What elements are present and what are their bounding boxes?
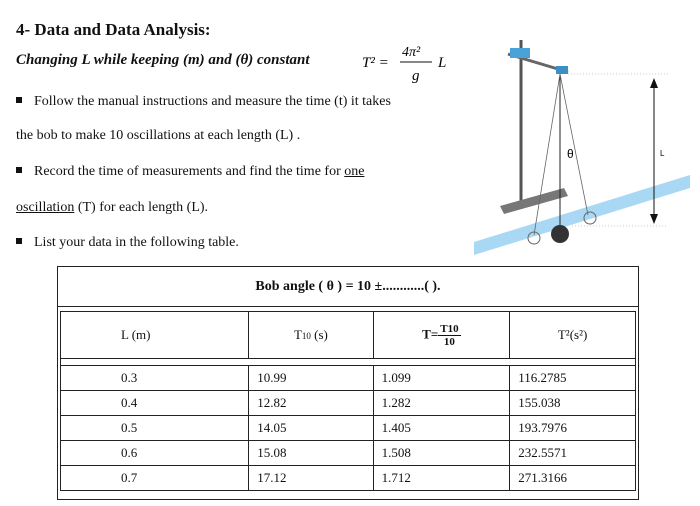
bob-icon bbox=[551, 225, 569, 243]
clamp-icon bbox=[510, 48, 530, 58]
formula-denominator: g bbox=[412, 68, 420, 84]
measurements-table bbox=[60, 311, 636, 491]
cell-length: 0.4 bbox=[61, 391, 249, 416]
cell-length: 0.3 bbox=[61, 366, 249, 391]
bullet-icon bbox=[16, 97, 22, 103]
stand-base bbox=[500, 188, 568, 214]
header-length: L (m) bbox=[61, 312, 249, 359]
cell-t10: 14.05 bbox=[249, 416, 373, 441]
table-row bbox=[61, 391, 636, 416]
cell-t10: 12.82 bbox=[249, 391, 373, 416]
cell-length: 0.5 bbox=[61, 416, 249, 441]
bullet-icon bbox=[16, 238, 22, 244]
cell-t-squared: 155.038 bbox=[510, 391, 636, 416]
cell-t-squared: 271.3166 bbox=[510, 466, 636, 491]
period-formula bbox=[362, 38, 462, 88]
subtitle: Changing L while keeping (m) and (θ) constant bbox=[16, 52, 310, 68]
cell-t10: 10.99 bbox=[249, 366, 373, 391]
cell-period: 1.282 bbox=[373, 391, 510, 416]
pendulum-diagram bbox=[472, 30, 692, 255]
formula-rhs: L bbox=[438, 55, 447, 71]
bullet-1-line-2: the bob to make 10 oscillations at each length (L) . bbox=[16, 128, 301, 143]
header-t-squared: T²(s²) bbox=[510, 312, 636, 359]
data-table bbox=[57, 266, 639, 500]
cell-t10: 17.12 bbox=[249, 466, 373, 491]
cell-t10: 15.08 bbox=[249, 441, 373, 466]
table-header-row bbox=[61, 312, 636, 359]
formula-lhs: T² = bbox=[362, 55, 389, 71]
clamp-icon bbox=[556, 66, 568, 74]
swing-string-left bbox=[534, 74, 560, 235]
bullet-2-line-2: oscillation (T) for each length (L). bbox=[16, 200, 209, 215]
table-title: Bob angle ( θ ) = 10 ±............( ). bbox=[58, 267, 638, 307]
table-row bbox=[61, 441, 636, 466]
cell-length: 0.6 bbox=[61, 441, 249, 466]
table-gap-row bbox=[61, 359, 636, 366]
cell-t-squared: 232.5571 bbox=[510, 441, 636, 466]
length-label: L bbox=[660, 149, 665, 158]
cell-t-squared: 193.7976 bbox=[510, 416, 636, 441]
bullet-1-line-1: Follow the manual instructions and measure the time (t) it takes bbox=[16, 94, 391, 110]
cell-period: 1.405 bbox=[373, 416, 510, 441]
cell-length: 0.7 bbox=[61, 466, 249, 491]
bullet-3-line-1: List your data in the following table. bbox=[16, 235, 239, 251]
header-t10: T10 (s) bbox=[249, 312, 373, 359]
cell-t-squared: 116.2785 bbox=[510, 366, 636, 391]
cell-period: 1.099 bbox=[373, 366, 510, 391]
formula-numerator: 4π² bbox=[402, 45, 421, 60]
table-row bbox=[61, 366, 636, 391]
table-row bbox=[61, 416, 636, 441]
cell-period: 1.508 bbox=[373, 441, 510, 466]
cell-period: 1.712 bbox=[373, 466, 510, 491]
bullet-2-line-1: Record the time of measurements and find the time for one bbox=[16, 164, 364, 180]
theta-label: θ bbox=[567, 147, 574, 161]
table-row bbox=[61, 466, 636, 491]
bullet-icon bbox=[16, 167, 22, 173]
section-heading: 4- Data and Data Analysis: bbox=[16, 20, 211, 39]
header-period: T= $\frac{T10}{10}$ bbox=[373, 312, 510, 359]
